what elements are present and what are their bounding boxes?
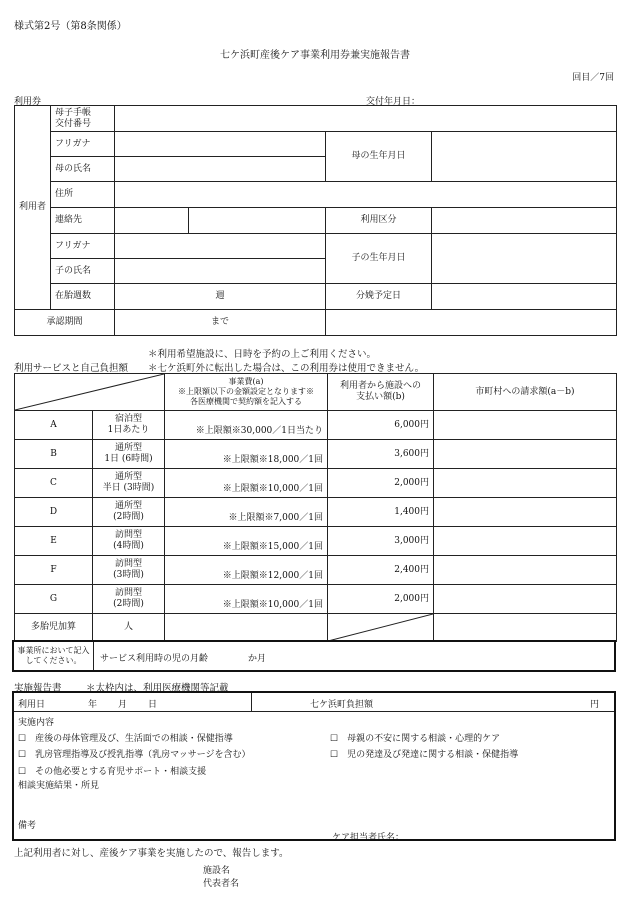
usage-date-label: 利用日 [18, 700, 46, 710]
mother-name-field[interactable] [115, 157, 326, 182]
row-claim[interactable] [434, 411, 617, 440]
result-label: 相談実施結果・所見 [18, 781, 100, 791]
count-label: 回目／7回 [572, 73, 614, 83]
multiple-diagonal-cell [328, 614, 434, 642]
row-type: 通所型 (2時間) [93, 498, 165, 527]
row-fee[interactable]: ※上限額※15,000／1回 [165, 527, 328, 556]
mother-birth-label: 母の生年月日 [326, 132, 432, 182]
row-type: 訪問型 (4時間) [93, 527, 165, 556]
address-label: 住所 [51, 182, 115, 208]
service-label: 利用サービスと自己負担額 [14, 363, 129, 374]
mother-furigana-field[interactable] [115, 132, 326, 157]
gestation-label: 在胎週数 [51, 284, 115, 310]
table-row [15, 527, 617, 556]
content-item-5[interactable]: ☐ その他必要とする育児サポート・相談支援 [18, 767, 207, 777]
content-item-2[interactable]: ☐ 母親の不安に関する相談・心理的ケア [330, 734, 501, 744]
row-code: G [15, 585, 93, 614]
row-type: 通所型 1日 (6時間) [93, 440, 165, 469]
approval-until[interactable]: まで [115, 310, 326, 336]
table-row [15, 440, 617, 469]
row-claim[interactable] [434, 469, 617, 498]
address-field[interactable] [115, 182, 617, 208]
child-name-label: 子の氏名 [51, 259, 115, 284]
row-pay: 6,000円 [328, 411, 434, 440]
mother-furigana-label: フリガナ [51, 132, 115, 157]
page-title: 七ケ浜町産後ケア事業利用券兼実施報告書 [220, 50, 410, 61]
pay-header: 利用者から施設への 支払い額(b) [328, 374, 434, 411]
form-number: 様式第2号（第8条関係） [14, 21, 127, 32]
claim-header: 市町村への請求額(a－b) [434, 374, 617, 411]
burden-label: 七ケ浜町負担額 [310, 700, 374, 710]
row-claim[interactable] [434, 585, 617, 614]
child-age-label: サービス利用時の児の月齢 [100, 654, 209, 664]
representative-label: 代表者名 [203, 879, 240, 889]
multiple-label: 多胎児加算 [15, 614, 93, 642]
row-code: B [15, 440, 93, 469]
row-pay: 3,000円 [328, 527, 434, 556]
row-pay: 2,400円 [328, 556, 434, 585]
content-label: 実施内容 [18, 718, 55, 728]
fee-header [165, 374, 328, 411]
row-type: 訪問型 (3時間) [93, 556, 165, 585]
row-code: A [15, 411, 93, 440]
mother-handbook-field[interactable] [115, 106, 617, 132]
report-section-label: 実施報告書 [14, 683, 62, 694]
table-row [15, 585, 617, 614]
note-1: ＊利用希望施設に、日時を予約の上ご利用ください。 [148, 349, 377, 360]
multiple-claim-field[interactable] [434, 614, 617, 642]
facility-note-label: 事業所において記入 してください。 [14, 642, 94, 670]
report-section-note: ＊太枠内は、利用医療機関等記載 [86, 683, 229, 694]
content-item-3[interactable]: ☐ 乳房管理指導及び授乳指導（乳房マッサージを含む） [18, 750, 251, 760]
user-label: 利用者 [15, 106, 51, 310]
usage-category-label: 利用区分 [326, 208, 432, 234]
report-col-divider [251, 693, 252, 711]
contact-label: 連絡先 [51, 208, 115, 234]
contact-field-1[interactable] [115, 208, 189, 234]
due-date-field[interactable] [432, 284, 617, 310]
row-code: C [15, 469, 93, 498]
diagonal-line [15, 374, 164, 410]
contact-field-2[interactable] [189, 208, 326, 234]
facility-name-label: 施設名 [203, 866, 231, 876]
mother-name-label: 母の氏名 [51, 157, 115, 182]
approval-field[interactable] [326, 310, 617, 336]
usage-category-field[interactable] [432, 208, 617, 234]
mother-birth-field[interactable] [432, 132, 617, 182]
child-birth-field[interactable] [432, 234, 617, 284]
row-pay: 2,000円 [328, 585, 434, 614]
row-claim[interactable] [434, 440, 617, 469]
row-claim[interactable] [434, 527, 617, 556]
row-fee[interactable]: ※上限額※7,000／1回 [165, 498, 328, 527]
usage-year[interactable]: 年 [88, 700, 98, 710]
table-row [15, 498, 617, 527]
row-claim[interactable] [434, 498, 617, 527]
child-name-field[interactable] [115, 259, 326, 284]
staff-label: ケア担当者氏名： [332, 833, 405, 843]
row-pay: 2,000円 [328, 469, 434, 498]
usage-month[interactable]: 月 [118, 700, 128, 710]
row-type: 通所型 半日 (3時間) [93, 469, 165, 498]
row-code: E [15, 527, 93, 556]
fee-header-note: ※上限額以下の金額設定となります※ 各医療機関で契約額を記入する [178, 387, 314, 406]
row-fee[interactable]: ※上限額※30,000／1日当たり [165, 411, 328, 440]
multiple-birth-row [15, 614, 617, 642]
row-pay: 3,600円 [328, 440, 434, 469]
child-furigana-label: フリガナ [51, 234, 115, 259]
child-age-month-unit[interactable]: か月 [248, 654, 267, 664]
ticket-section-label: 利用券 [14, 97, 42, 107]
child-furigana-field[interactable] [115, 234, 326, 259]
content-item-1[interactable]: ☐ 産後の母体管理及び、生活面での相談・保健指導 [18, 734, 233, 744]
diagonal-line [328, 614, 433, 641]
row-fee[interactable]: ※上限額※10,000／1回 [165, 469, 328, 498]
row-pay: 1,400円 [328, 498, 434, 527]
row-fee[interactable]: ※上限額※18,000／1回 [165, 440, 328, 469]
row-fee[interactable]: ※上限額※12,000／1回 [165, 556, 328, 585]
note-2: ＊七ケ浜町外に転出した場合は、この利用券は使用できません。 [148, 363, 425, 374]
gestation-week-unit[interactable]: 週 [115, 284, 326, 310]
ticket-table [14, 105, 617, 336]
content-item-4[interactable]: ☐ 児の発達及び発達に関する相談・保健指導 [330, 750, 519, 760]
table-row [15, 556, 617, 585]
burden-yen[interactable]: 円 [590, 700, 600, 710]
table-row [15, 469, 617, 498]
fee-header-title: 事業費(a) [228, 377, 264, 386]
table-row [15, 411, 617, 440]
report-footer: 上記利用者に対し、産後ケア事業を実施したので、報告します。 [14, 848, 289, 859]
row-type: 宿泊型 1日あたり [93, 411, 165, 440]
approval-label: 承認期間 [15, 310, 115, 336]
multiple-person-unit[interactable]: 人 [93, 614, 165, 642]
remarks-label: 備考 [18, 821, 37, 831]
header-diagonal-cell [15, 374, 165, 411]
services-table [14, 373, 617, 642]
row-fee[interactable]: ※上限額※10,000／1回 [165, 585, 328, 614]
usage-day[interactable]: 日 [148, 700, 158, 710]
due-date-label: 分娩予定日 [326, 284, 432, 310]
row-code: F [15, 556, 93, 585]
report-divider [14, 711, 614, 712]
child-birth-label: 子の生年月日 [326, 234, 432, 284]
multiple-fee-field[interactable] [165, 614, 328, 642]
row-claim[interactable] [434, 556, 617, 585]
issue-date-label: 交付年月日： [366, 97, 421, 107]
mother-handbook-label: 母子手帳 交付番号 [51, 106, 115, 132]
row-code: D [15, 498, 93, 527]
row-type: 訪問型 (2時間) [93, 585, 165, 614]
